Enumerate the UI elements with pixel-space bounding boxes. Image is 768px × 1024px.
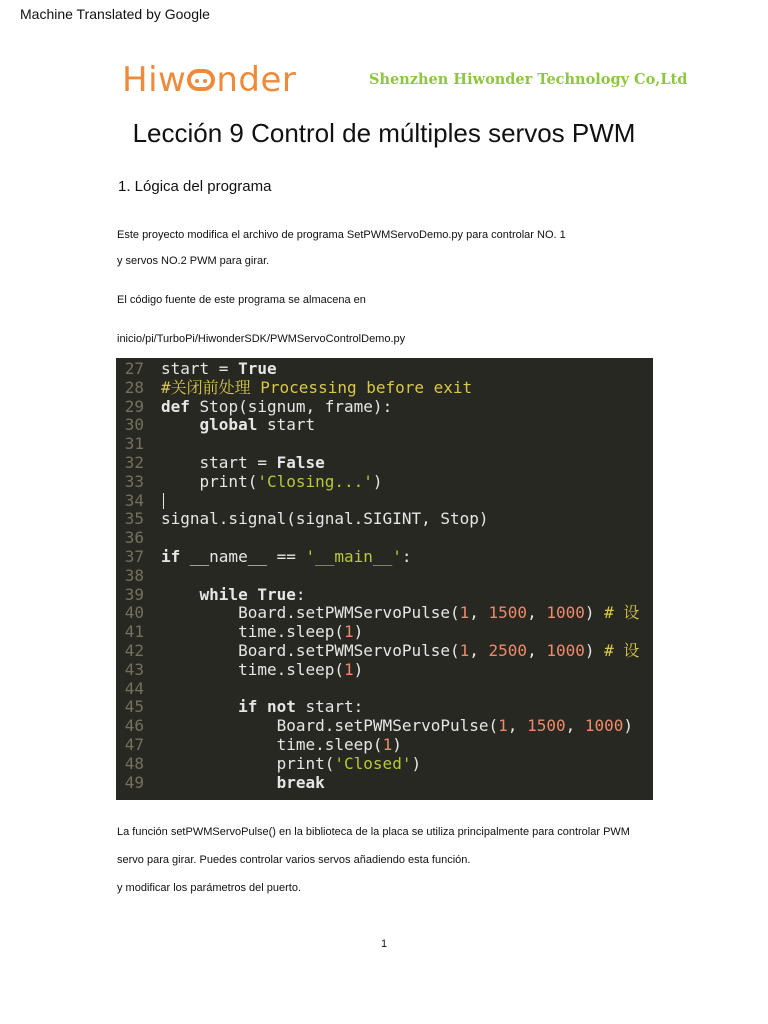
code-token: True	[238, 359, 277, 378]
code-text	[161, 548, 411, 567]
code-token: )	[372, 471, 383, 491]
code-token: 1500	[527, 716, 566, 736]
source-file-path: inicio/pi/TurboPi/HiwonderSDK/PWMServoControlDemo.py	[117, 333, 406, 345]
line-number: 44	[124, 678, 144, 698]
code-token: time.sleep(	[161, 622, 345, 642]
company-name: Shenzhen Hiwonder Technology Co,Ltd	[369, 71, 688, 88]
logo-text-part-1: Hiw	[122, 60, 187, 100]
logo-text-part-2: nder	[216, 60, 297, 100]
code-text	[161, 717, 633, 736]
code-token: 'Closing...'	[257, 471, 373, 491]
code-line	[116, 360, 653, 379]
code-token: 1	[459, 603, 470, 623]
code-token: Board.setPWMServoPulse(	[161, 640, 460, 660]
code-token: # 设	[604, 640, 640, 660]
code-token: 1	[498, 716, 508, 736]
line-number: 40	[124, 603, 144, 623]
code-token: '__main__'	[305, 546, 402, 566]
code-token: break	[276, 772, 325, 792]
code-line	[116, 492, 653, 511]
code-token: print(	[161, 471, 258, 491]
section-heading: 1. Lógica del programa	[118, 178, 272, 195]
code-text	[161, 473, 383, 492]
code-token: ,	[507, 716, 528, 736]
code-token: print(	[161, 753, 335, 773]
code-token: )	[623, 716, 634, 736]
code-token: #关闭前处理 Processing before exit	[161, 377, 473, 397]
code-token: 1000	[546, 603, 585, 623]
line-number: 32	[124, 452, 144, 472]
description-line-3: y modificar los parámetros del puerto.	[117, 882, 302, 894]
line-number: 30	[124, 415, 144, 435]
code-token: __name__ ==	[180, 546, 306, 566]
code-line	[116, 435, 653, 454]
line-number: 41	[124, 622, 144, 642]
code-token: 1	[344, 622, 354, 642]
line-number: 45	[124, 697, 144, 717]
code-token: )	[353, 659, 364, 679]
code-token: start =	[161, 359, 239, 378]
line-number: 29	[124, 396, 144, 416]
text-cursor	[163, 493, 164, 509]
line-number: 49	[124, 772, 144, 792]
code-token: :	[295, 584, 306, 604]
code-token: signal.signal(signal.SIGINT, Stop)	[161, 509, 489, 529]
line-number: 27	[124, 359, 144, 378]
code-text	[161, 755, 421, 774]
code-text	[161, 623, 363, 642]
code-text	[161, 379, 472, 398]
code-token	[161, 585, 200, 604]
code-token: if not	[238, 697, 296, 717]
code-token: )	[392, 734, 402, 754]
code-token	[161, 773, 277, 792]
code-line	[116, 473, 653, 492]
code-text	[161, 604, 639, 623]
code-token: )	[411, 753, 422, 773]
code-line	[116, 623, 653, 642]
code-token: ,	[527, 603, 547, 623]
page-title: Lección 9 Control de múltiples servos PWM	[132, 118, 636, 148]
hiwonder-logo	[122, 62, 296, 98]
code-line	[116, 680, 653, 699]
code-line	[116, 736, 653, 755]
code-token: 1500	[488, 603, 528, 623]
code-token: )	[584, 603, 605, 623]
code-text	[161, 492, 164, 511]
code-line	[116, 416, 653, 435]
code-text	[161, 698, 363, 717]
code-line	[116, 604, 653, 623]
code-token: ,	[527, 640, 547, 660]
code-line	[116, 642, 653, 661]
machine-translation-banner: Machine Translated by Google	[20, 6, 210, 22]
code-token: Stop(signum, frame):	[189, 396, 393, 416]
code-line	[116, 755, 653, 774]
line-number: 38	[124, 565, 144, 585]
code-token: # 设	[604, 603, 640, 623]
code-text	[161, 774, 325, 793]
code-token: )	[584, 640, 605, 660]
code-text	[161, 398, 392, 417]
code-token: 1	[459, 640, 470, 660]
code-text	[161, 510, 489, 529]
code-text	[161, 736, 402, 755]
code-token	[161, 415, 200, 434]
code-line	[116, 510, 653, 529]
logo-robot-o-icon	[187, 69, 215, 91]
code-token: Board.setPWMServoPulse(	[161, 603, 460, 623]
line-number: 34	[124, 490, 144, 510]
code-token: start =	[161, 452, 277, 472]
code-line	[116, 586, 653, 605]
code-line	[116, 774, 653, 793]
intro-line-2: y servos NO.2 PWM para girar.	[117, 255, 270, 267]
line-number: 37	[124, 546, 144, 566]
code-token: 1	[344, 659, 354, 679]
code-line	[116, 661, 653, 680]
code-token: ,	[469, 603, 489, 623]
line-number: 39	[124, 584, 144, 604]
code-line	[116, 529, 653, 548]
line-number: 35	[124, 509, 144, 529]
code-token: start:	[295, 697, 364, 717]
description-line-2: servo para girar. Puedes controlar varios servos añadiendo esta función.	[117, 854, 471, 866]
code-text	[161, 642, 639, 661]
code-line	[116, 398, 653, 417]
code-token: Board.setPWMServoPulse(	[161, 716, 499, 736]
code-text	[161, 661, 363, 680]
code-token: start	[257, 415, 316, 435]
code-token: 1000	[546, 640, 585, 660]
line-number: 31	[124, 434, 144, 454]
code-token: ,	[565, 716, 585, 736]
code-token: :	[401, 546, 412, 566]
code-token	[161, 697, 238, 716]
intro-line-1: Este proyecto modifica el archivo de programa SetPWMServoDemo.py para controlar NO. 1	[117, 229, 566, 241]
line-number: 28	[124, 377, 144, 397]
description-line-1: La función setPWMServoPulse() en la biblioteca de la placa se utiliza principalmente para controlar PWM	[117, 826, 630, 838]
code-line	[116, 454, 653, 473]
code-text	[161, 360, 277, 379]
line-number: 46	[124, 716, 144, 736]
code-line	[116, 379, 653, 398]
code-token: )	[353, 622, 364, 642]
code-token: False	[276, 452, 325, 472]
code-token: while True	[199, 584, 296, 604]
code-text	[161, 416, 315, 435]
page-number: 1	[380, 938, 388, 950]
code-line	[116, 698, 653, 717]
code-text	[161, 454, 325, 473]
line-number: 33	[124, 471, 144, 491]
code-text	[161, 586, 306, 605]
code-token: ,	[469, 640, 489, 660]
line-number: 48	[124, 753, 144, 773]
line-number: 43	[124, 659, 144, 679]
code-token: time.sleep(	[161, 734, 383, 754]
code-line	[116, 548, 653, 567]
line-number: 47	[124, 734, 144, 754]
code-token: if	[161, 546, 181, 566]
code-token: 'Closed'	[334, 753, 412, 773]
line-number: 42	[124, 640, 144, 660]
source-location-text: El código fuente de este programa se almacena en	[117, 294, 366, 306]
code-line	[116, 567, 653, 586]
code-token: 2500	[488, 640, 528, 660]
code-line	[116, 717, 653, 736]
line-number: 36	[124, 528, 144, 548]
code-token: 1	[382, 734, 393, 754]
code-token: 1000	[584, 716, 624, 736]
code-token: global	[199, 415, 258, 435]
code-token: def	[161, 396, 190, 416]
code-token: time.sleep(	[161, 659, 345, 679]
code-screenshot	[116, 358, 653, 800]
